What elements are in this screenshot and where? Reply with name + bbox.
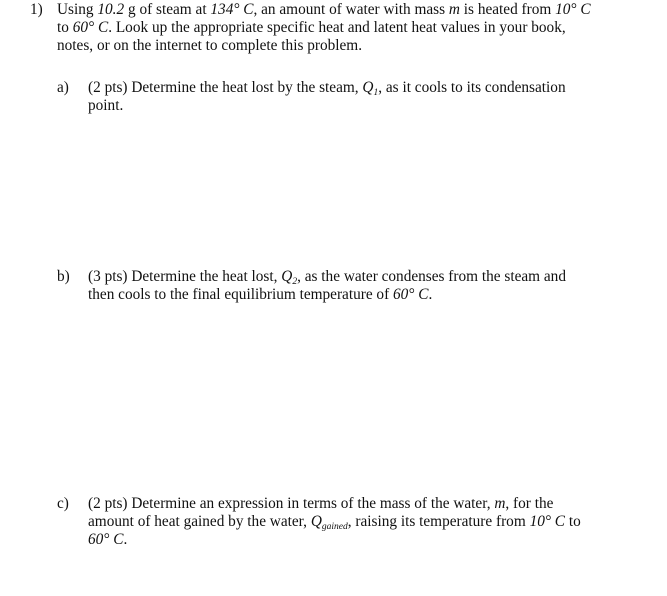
- part-b-line-1: [88, 268, 647, 286]
- final-temperature: 60° C: [88, 531, 124, 548]
- part-letter: b): [57, 268, 70, 285]
- text-run: point.: [88, 97, 124, 114]
- text-run: , as it cools to its condensation: [378, 79, 566, 96]
- problem-statement: [57, 1, 655, 55]
- problem-line-2: [57, 19, 655, 37]
- part-b-line-2: [88, 286, 647, 304]
- text-run: .: [123, 531, 128, 548]
- text-run: Using: [57, 1, 98, 18]
- text-run: .: [428, 286, 433, 303]
- equilibrium-temperature: 60° C: [393, 286, 429, 303]
- text-run: then cools to the final equilibrium temperature of: [88, 286, 393, 303]
- text-run: g of steam at: [124, 1, 211, 18]
- text-run: , raising its temperature from: [347, 513, 530, 530]
- part-c-line-3: [88, 531, 647, 549]
- part-c: [57, 495, 647, 549]
- part-a: [57, 79, 647, 115]
- heat-subscript: gained: [321, 522, 348, 532]
- part-c-line-1: [88, 495, 647, 513]
- part-a-question: [88, 79, 647, 115]
- heat-subscript: 2: [292, 277, 298, 287]
- text-run: , an amount of water with mass: [253, 1, 449, 18]
- text-run: is heated from: [459, 1, 556, 18]
- problem-line-3: [57, 37, 655, 55]
- problem-line-1: [57, 1, 655, 19]
- text-run: to: [57, 19, 73, 36]
- text-run: amount of heat gained by the water,: [88, 513, 311, 530]
- part-c-line-2: [88, 513, 647, 531]
- heat-symbol: Q: [310, 513, 322, 530]
- text-run: . Look up the appropriate specific heat and latent heat values in your book,: [108, 19, 566, 36]
- steam-mass-value: 10.2: [97, 1, 125, 18]
- text-run: (2 pts) Determine an expression in terms of the mass of the water,: [88, 495, 495, 512]
- part-a-line-1: [88, 79, 647, 97]
- heat-symbol: Q: [281, 268, 293, 285]
- text-run: notes, or on the internet to complete this problem.: [57, 37, 363, 54]
- part-b-question: [88, 268, 647, 304]
- heat-subscript: 1: [373, 88, 379, 98]
- problem-number: 1): [30, 1, 43, 18]
- water-initial-temperature: 10° C: [555, 1, 591, 18]
- part-b: [57, 268, 647, 304]
- problem-1: [30, 1, 655, 55]
- steam-temperature-value: 134° C: [210, 1, 254, 18]
- text-run: to: [565, 513, 581, 530]
- heat-symbol: Q: [362, 79, 374, 96]
- initial-temperature: 10° C: [529, 513, 566, 530]
- part-letter: c): [57, 495, 69, 512]
- part-a-line-2: [88, 97, 647, 115]
- mass-symbol: m: [494, 495, 506, 512]
- text-run: (3 pts) Determine the heat lost,: [88, 268, 282, 285]
- text-run: , as the water condenses from the steam and: [297, 268, 566, 285]
- part-c-question: [88, 495, 647, 549]
- final-temperature-value: 60° C: [72, 19, 109, 36]
- mass-symbol: m: [448, 1, 460, 18]
- part-letter: a): [57, 79, 69, 96]
- text-run: , for the: [505, 495, 554, 512]
- text-run: (2 pts) Determine the heat lost by the steam,: [88, 79, 363, 96]
